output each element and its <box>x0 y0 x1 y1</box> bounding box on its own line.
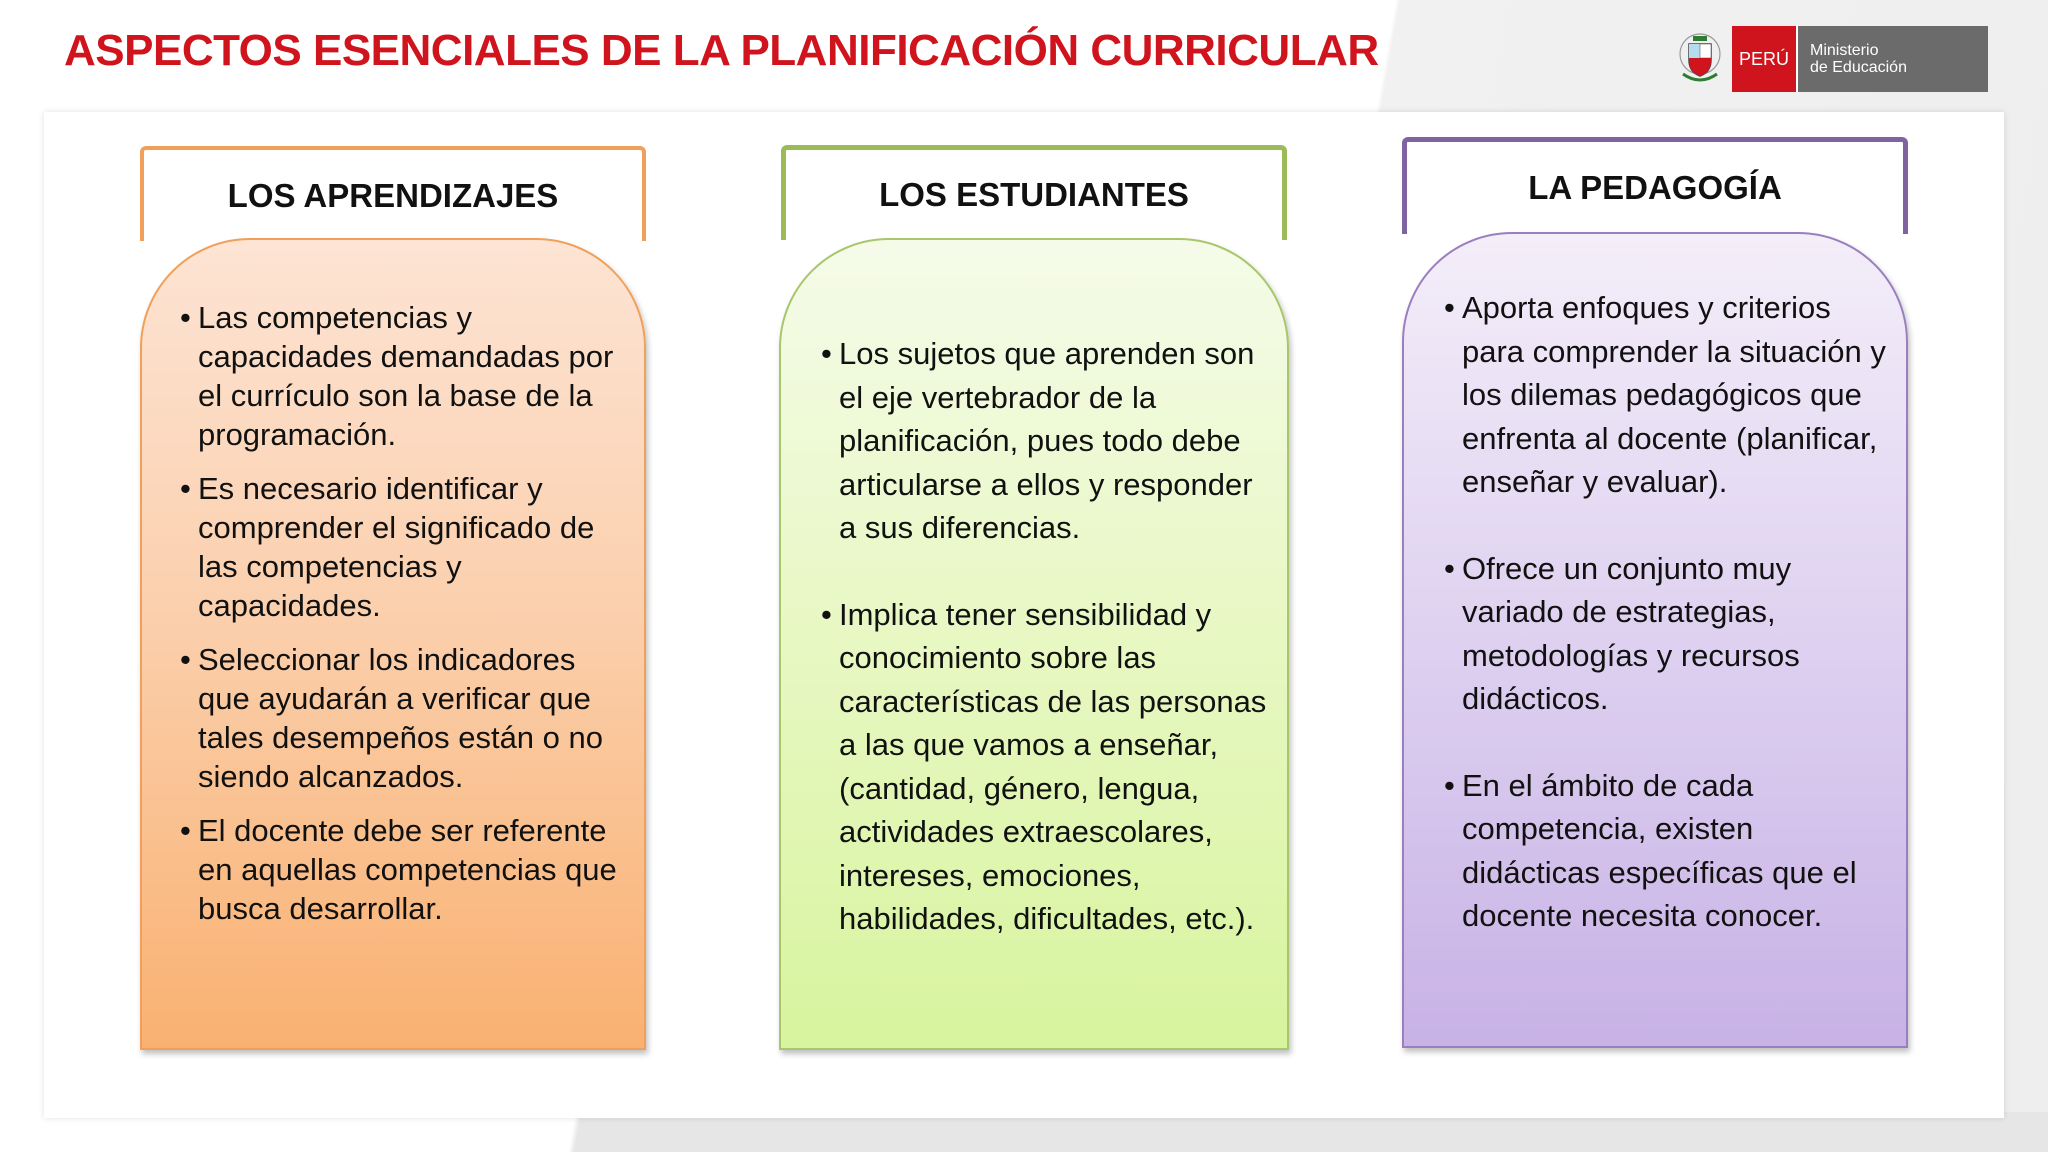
list-item: • Seleccionar los indicadores que ayudarán a verificar que tales desempeños están o no siendo alcanzados. <box>180 640 620 796</box>
ministry-label <box>1798 26 1988 92</box>
list-item: • Implica tener sensibilidad y conocimiento sobre las características de las personas a las que vamos a enseñar, (cantidad, género, lengua, actividades extraescolares, intereses, emociones, habilidades, dificultades, etc.). <box>821 593 1271 941</box>
card-pedagogia <box>1402 232 1908 1048</box>
card-aprendizajes <box>140 238 646 1050</box>
heading-estudiantes: LOS ESTUDIANTES <box>781 145 1287 240</box>
list-item: • Aporta enfoques y criterios para comprender la situación y los dilemas pedagógicos que enfrenta al docente (planificar, enseñar y evaluar). <box>1444 286 1894 504</box>
bullet-list-aprendizajes <box>180 298 620 943</box>
heading-aprendizajes: LOS APRENDIZAJES <box>140 146 646 241</box>
list-item: • Los sujetos que aprenden son el eje vertebrador de la planificación, pues todo debe articularse a ellos y responder a sus diferencias. <box>821 332 1271 550</box>
list-item: • En el ámbito de cada competencia, existen didácticas específicas que el docente necesita conocer. <box>1444 764 1894 938</box>
ministry-line-2: de Educación <box>1810 59 1907 76</box>
bottom-stripe <box>0 1112 2048 1152</box>
minedu-logo <box>1668 26 1988 94</box>
coat-of-arms-icon <box>1668 26 1732 94</box>
list-item: • Las competencias y capacidades demandadas por el currículo son la base de la programación. <box>180 298 620 454</box>
peru-label: PERÚ <box>1732 26 1798 92</box>
ministry-line-1: Ministerio <box>1810 42 1879 59</box>
bullet-list-pedagogia <box>1444 286 1894 981</box>
heading-pedagogia: LA PEDAGOGÍA <box>1402 137 1908 234</box>
list-item: • Es necesario identificar y comprender el significado de las competencias y capacidades. <box>180 469 620 625</box>
list-item: • Ofrece un conjunto muy variado de estrategias, metodologías y recursos didácticos. <box>1444 547 1894 721</box>
slide-title: ASPECTOS ESENCIALES DE LA PLANIFICACIÓN CURRICULAR <box>64 26 1379 75</box>
bullet-list-estudiantes <box>821 332 1271 984</box>
list-item: • El docente debe ser referente en aquellas competencias que busca desarrollar. <box>180 811 620 928</box>
card-estudiantes <box>779 238 1289 1050</box>
